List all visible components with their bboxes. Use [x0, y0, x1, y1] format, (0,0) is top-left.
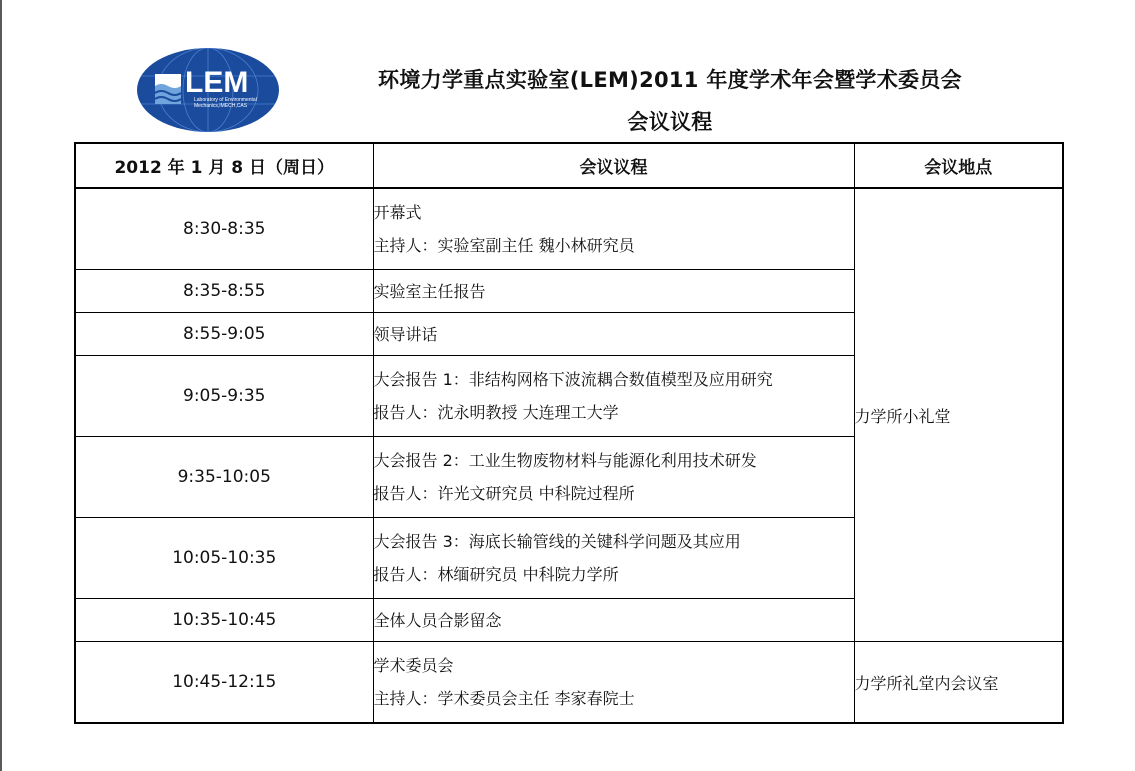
agenda-line: 大会报告 3：海底长输管线的关键科学问题及其应用 [373, 532, 741, 551]
agenda-line: 主持人：学术委员会主任 李家春院士 [373, 689, 635, 708]
page-left-border [0, 0, 2, 771]
row-agenda [373, 270, 854, 313]
table-row [75, 642, 1063, 724]
row-agenda [373, 437, 854, 518]
row-time: 8:35-8:55 [75, 270, 373, 313]
document-title: 环境力学重点实验室(LEM)2011 年度学术年会暨学术委员会 [378, 68, 962, 92]
logo-subtext-2: Mechanics,IMECH,CAS [194, 103, 248, 109]
row-agenda [373, 356, 854, 437]
document-subtitle: 会议议程 [627, 110, 713, 134]
row-agenda [373, 642, 854, 724]
lem-logo [135, 46, 281, 134]
agenda-line: 学术委员会 [373, 656, 454, 675]
row-time: 8:55-9:05 [75, 313, 373, 356]
table-header-row [75, 143, 1063, 188]
row-agenda [373, 518, 854, 599]
table-row [75, 188, 1063, 270]
row-agenda [373, 313, 854, 356]
header-location: 会议地点 [854, 143, 1063, 188]
agenda-line: 报告人：林缅研究员 中科院力学所 [373, 565, 619, 584]
agenda-line: 报告人：许光文研究员 中科院过程所 [373, 484, 635, 503]
row-agenda [373, 188, 854, 270]
logo-text: LEM [185, 66, 249, 99]
row-time: 9:05-9:35 [75, 356, 373, 437]
agenda-line: 大会报告 1：非结构网格下波流耦合数值模型及应用研究 [373, 370, 773, 389]
row-location: 力学所小礼堂 [854, 188, 1063, 642]
agenda-line: 开幕式 [373, 203, 422, 222]
agenda-table [74, 142, 1064, 724]
row-time: 9:35-10:05 [75, 437, 373, 518]
row-time: 8:30-8:35 [75, 188, 373, 270]
header-agenda: 会议议程 [373, 143, 854, 188]
agenda-line: 领导讲话 [373, 324, 438, 344]
agenda-line: 大会报告 2：工业生物废物材料与能源化利用技术研发 [373, 451, 757, 470]
agenda-line: 报告人：沈永明教授 大连理工大学 [373, 403, 619, 422]
logo-subtext-1: Laboratory of Environmental [194, 97, 257, 103]
row-location: 力学所礼堂内会议室 [854, 642, 1063, 724]
agenda-line: 全体人员合影留念 [373, 610, 502, 630]
row-time: 10:45-12:15 [75, 642, 373, 724]
row-time: 10:35-10:45 [75, 599, 373, 642]
header-date: 2012 年 1 月 8 日（周日） [75, 143, 373, 188]
agenda-line: 主持人：实验室副主任 魏小林研究员 [373, 236, 635, 255]
row-time: 10:05-10:35 [75, 518, 373, 599]
agenda-line: 实验室主任报告 [373, 281, 486, 301]
row-agenda [373, 599, 854, 642]
